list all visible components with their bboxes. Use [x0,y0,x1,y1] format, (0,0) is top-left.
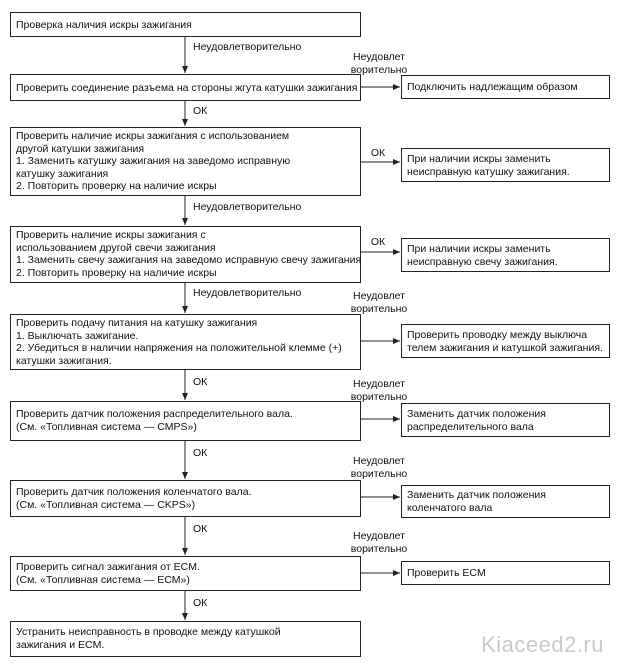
step-text: Проверить сигнал зажигания от ECM. [16,561,200,573]
step-text: 2. Убедиться в наличии напряжения на положительной клемме (+) [16,342,342,354]
side-label [346,378,412,403]
side-label [346,530,412,555]
action-text: Проверить проводку между выключа [407,329,588,341]
down-label: Неудовлетворительно [193,287,302,299]
action-text: неисправную свечу зажигания. [407,255,558,268]
step-coil-power [10,314,361,370]
action-text: Подключить надлежащим образом [407,81,578,93]
action-text: неисправную катушку зажигания. [407,165,570,178]
action-text: телем зажигания и катушкой зажигания. [407,341,603,354]
step-text: (См. «Топливная система — CMPS») [16,420,197,433]
action-text: При наличии искры заменить [407,243,551,255]
side-label-line: Неудовлет [353,530,405,542]
step-text: Устранить неисправность в проводке между катушкой [16,626,281,638]
side-label-line: ОК [370,147,386,159]
step-text: катушку зажигания [16,167,109,180]
step-text: (См. «Топливная система — ECM») [16,573,190,586]
step-text: Проверить соединение разъема на стороны жгута катушки зажигания [16,82,358,94]
side-label-line: ворительно [350,63,408,76]
action-replace-ckps [401,485,610,518]
side-label-line: Неудовлет [353,378,405,390]
action-replace-plug [401,238,610,272]
step-text: Проверить подачу питания на катушку зажигания [16,317,258,329]
step-text: Проверить датчик положения распределительного вала. [16,408,293,420]
down-label: Неудовлетворительно [193,201,302,213]
step-ecm-signal [10,556,361,591]
down-label: Неудовлетворительно [193,41,302,53]
step-connector-check [10,74,361,101]
down-label: ОК [193,105,208,117]
step-text: другой катушки зажигания [16,142,145,155]
side-label-line: ворительно [350,390,408,403]
action-check-ecm [401,561,610,585]
down-label: ОК [193,597,208,609]
action-text: Заменить датчик положения [407,408,546,420]
down-label: ОК [193,523,208,535]
action-text: распределительного вала [407,420,534,433]
watermark: Kiaceed2.ru [481,632,604,657]
side-label-line: Неудовлет [353,290,405,302]
side-label [346,51,412,76]
step-cmps-check [10,401,361,441]
step-text: 1. Выключать зажигание. [16,329,139,342]
step-text: Проверить наличие искры зажигания с использованием [16,130,290,142]
side-label [366,236,390,249]
step-text: (См. «Топливная система — CKPS») [16,498,196,511]
side-label-line: Неудовлет [353,455,405,467]
step-text: катушки зажигания. [16,354,112,367]
step-text: использованием другой свечи зажигания [16,241,216,254]
step-text: 2. Повторить проверку на наличие искры [16,180,217,192]
side-label-line: ОК [370,236,386,248]
step-spark-check [10,12,361,37]
action-replace-coil [401,148,610,182]
step-text: зажигания и ECM. [16,638,105,651]
side-label-line: Неудовлет [353,51,405,63]
side-label-line: ворительно [350,542,408,555]
step-text: 1. Заменить катушку зажигания на заведомо исправную [16,155,291,167]
down-label: ОК [193,447,208,459]
action-text: Заменить датчик положения [407,489,546,501]
action-text: При наличии искры заменить [407,153,551,165]
step-ckps-check [10,480,361,517]
side-label [346,455,412,480]
step-other-plug [10,226,361,283]
step-text: Проверка наличия искры зажигания [16,19,192,31]
side-label [366,147,390,160]
step-other-coil [10,127,361,196]
side-label [346,290,412,315]
step-fix-wiring [10,621,361,657]
side-label-line: ворительно [350,467,408,480]
action-replace-cmps [401,403,610,437]
down-label: ОК [193,376,208,388]
action-text: Проверить ECM [407,567,486,579]
action-connect-properly [401,75,610,99]
step-text: 1. Заменить свечу зажигания на заведомо исправную свечу зажигания [16,254,362,266]
step-text: Проверить наличие искры зажигания с [16,229,206,241]
action-check-switch-wiring [401,324,610,358]
side-label-line: ворительно [350,302,408,315]
step-text: Проверить датчик положения коленчатого вала. [16,486,252,498]
step-text: 2. Повторить проверку на наличие искры [16,266,217,279]
action-text: коленчатого вала [407,501,493,514]
